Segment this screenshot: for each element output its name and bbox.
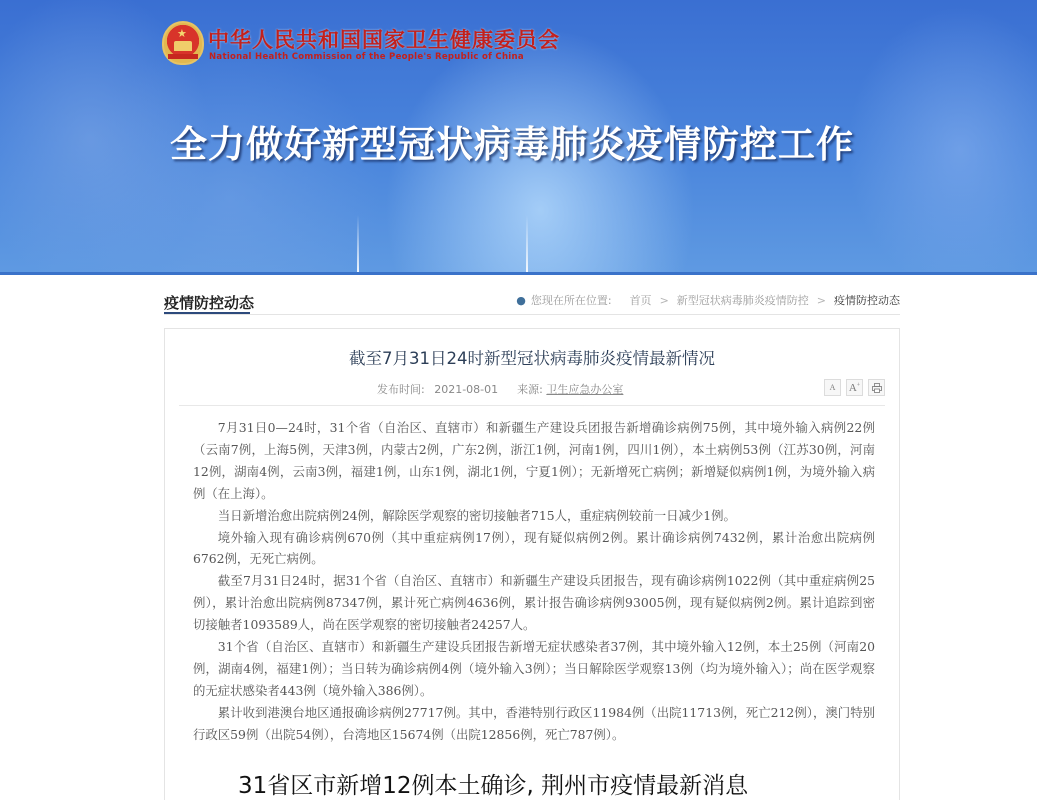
font-increase-button[interactable] — [846, 379, 863, 396]
meta-divider — [179, 405, 885, 406]
national-emblem-icon — [162, 21, 204, 65]
section-divider — [164, 314, 900, 315]
chevron-right-icon: > — [659, 293, 669, 307]
header-banner — [0, 0, 1037, 275]
article-paragraph: 31个省（自治区、直辖市）和新疆生产建设兵团报告新增无症状感染者37例，其中境外输入12例，本土25例（河南20例，湖南4例，福建1例）；当日转为确诊病例4例（境外输入3例）；当日解除医学观察13例（均为境外输入）；尚在医学观察的无症状感染者443例（境外输入386例）。 — [193, 639, 875, 698]
article-title: 截至7月31日24时新型冠状病毒肺炎疫情最新情况 — [349, 349, 715, 368]
breadcrumb-prefix: 您现在所在位置: — [530, 294, 612, 307]
font-decrease-button[interactable] — [824, 379, 841, 396]
breadcrumb-home-link[interactable]: 首页 — [629, 294, 652, 307]
star-icon: ★ — [177, 27, 187, 40]
article-paragraph: 7月31日0—24时，31个省（自治区、直辖市）和新疆生产建设兵团报告新增确诊病例75例，其中境外输入病例22例（云南7例，上海5例，天津3例，内蒙古2例，广东2例，浙江1例，河南1例，四川1例），本土病例53例（江苏30例，河南12例，湖南4例，云南3例，福建1例，山东1例，湖北1例，宁夏1例）；无新增死亡病例；新增疑似病例1例，为境外输入病例（在上海）。 — [193, 420, 875, 501]
article-paragraph: 累计收到港澳台地区通报确诊病例27717例。其中，香港特别行政区11984例（出院11713例，死亡212例），澳门特别行政区59例（出院54例），台湾地区15674例（出院12856例，死亡787例）。 — [193, 704, 875, 742]
breadcrumb-covid-link[interactable]: 新型冠状病毒肺炎疫情防控 — [676, 294, 809, 307]
article-card — [164, 328, 900, 800]
light-beam-decoration — [526, 215, 528, 275]
breadcrumb-current-link[interactable]: 疫情防控动态 — [834, 294, 900, 307]
source-link[interactable]: 卫生应急办公室 — [546, 383, 624, 396]
banner-divider — [0, 272, 1037, 275]
org-name-chinese[interactable]: 中华人民共和国国家卫生健康委员会 — [208, 28, 560, 52]
org-name-english[interactable]: National Health Commission of the People's Republic of China — [209, 52, 524, 62]
breadcrumb — [516, 292, 900, 308]
banner-slogan: 全力做好新型冠状病毒肺炎疫情防控工作 — [170, 123, 854, 166]
published-label: 发布时间: — [377, 383, 425, 396]
section-title: 疫情防控动态 — [164, 294, 255, 312]
article-paragraph: 境外输入现有确诊病例670例（其中重症病例17例），现有疑似病例2例。累计确诊病例7432例，累计治愈出院病例6762例，无死亡病例。 — [193, 529, 875, 567]
font-large-icon: A+ — [848, 381, 861, 394]
tiananmen-gate-shape — [174, 41, 192, 51]
print-button[interactable] — [868, 379, 885, 396]
chevron-right-icon: > — [816, 293, 826, 307]
light-beam-decoration — [357, 215, 359, 275]
ribbon-shape — [168, 54, 198, 59]
map-pin-icon: ● — [516, 293, 526, 307]
font-small-icon: A — [829, 383, 836, 392]
article-paragraph: 当日新增治愈出院病例24例，解除医学观察的密切接触者715人，重症病例较前一日减少1例。 — [217, 507, 736, 523]
source-label: 来源: — [517, 383, 543, 396]
published-date: 2021-08-01 — [434, 383, 499, 396]
article-paragraph: 截至7月31日24时，据31个省（自治区、直辖市）和新疆生产建设兵团报告，现有确诊病例1022例（其中重症病例25例），累计治愈出院病例87347例，累计死亡病例4636例，累计报告确诊病例93005例，现有疑似病例2例。累计追踪到密切接触者1093589人，尚在医学观察的密切接触者24257人。 — [193, 573, 875, 633]
article-body — [193, 417, 875, 746]
image-caption: 31省区市新增12例本土确诊, 荆州市疫情最新消息 — [238, 773, 749, 799]
print-icon — [872, 383, 882, 393]
article-meta — [377, 381, 623, 397]
article-tools — [824, 379, 885, 396]
